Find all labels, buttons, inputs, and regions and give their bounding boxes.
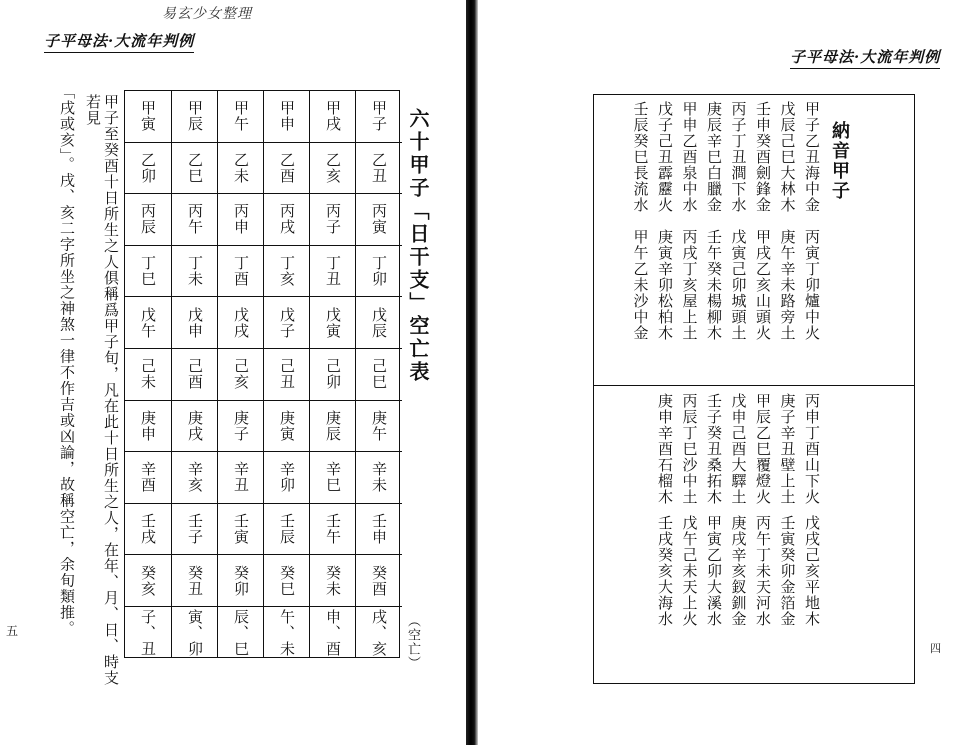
ganzhi-cell (310, 504, 356, 556)
nayin-entry: 壬申癸酉劍鋒金 (754, 101, 772, 213)
nayin-entry: 壬子癸丑桑拓木 (705, 393, 723, 505)
cell-text: 乙未 (232, 151, 250, 184)
kongwang-cell (218, 607, 264, 659)
nayin-entry: 丙子丁丑澗下水 (729, 101, 748, 213)
cell-text: 丁未 (186, 255, 204, 288)
table-column (263, 91, 309, 657)
nayin-entry: 甲午乙未沙中金 (631, 229, 650, 341)
explanation-line-1: 甲子至癸酉十日所生之人俱稱爲甲子旬，凡在此十日所生之人，在年、月、日、時支若見 (84, 94, 120, 686)
cell-text: 庚申 (139, 409, 157, 442)
cell-text: 甲申 (278, 100, 296, 133)
cell-text: 乙巳 (186, 151, 204, 184)
cell-text: 甲寅 (139, 100, 157, 133)
nayin-entry: 戊申己酉大驛土 (729, 393, 748, 505)
nayin-entry: 丙寅丁卯爐中火 (803, 229, 821, 341)
ganzhi-cell (264, 504, 310, 556)
ganzhi-cell (264, 555, 310, 607)
cell-text: 庚午 (370, 409, 388, 442)
cell-text: 辛卯 (278, 461, 296, 494)
cell-text: 壬申 (370, 513, 388, 546)
ganzhi-cell (218, 401, 264, 453)
kongwang-cell (356, 607, 402, 659)
cell-text: 癸丑 (186, 564, 204, 597)
cell-text: 丙申 (232, 203, 250, 236)
cell-text: 丙午 (186, 203, 204, 236)
cell-text: 己卯 (324, 358, 342, 391)
ganzhi-cell (125, 401, 171, 453)
ganzhi-cell (125, 91, 171, 143)
ganzhi-cell (310, 452, 356, 504)
nayin-entry: 庚辰辛巳白臘金 (705, 101, 723, 213)
ganzhi-cell (310, 91, 356, 143)
cell-text: 辛巳 (324, 461, 342, 494)
table-column (217, 91, 263, 657)
page-number-right: 四 (930, 642, 941, 655)
ganzhi-cell (310, 401, 356, 453)
cell-text: 辛亥 (186, 461, 204, 494)
ganzhi-cell (264, 401, 310, 453)
cell-text: 癸酉 (370, 564, 388, 597)
ganzhi-cell (172, 194, 218, 246)
table-title: 六十甲子「日干支」空亡表 (406, 108, 430, 384)
ganzhi-cell (172, 555, 218, 607)
cell-text: 己酉 (186, 358, 204, 391)
cell-text: 丁丑 (324, 255, 342, 288)
nayin-entry: 丙申丁酉山下火 (803, 393, 821, 505)
ganzhi-cell (310, 555, 356, 607)
kongwang-cell (264, 607, 310, 659)
ganzhi-cell (172, 91, 218, 143)
nayin-entry: 庚申辛酉石榴木 (656, 393, 674, 505)
nayin-entry: 庚戌辛亥釵釧金 (729, 515, 748, 627)
cell-text: 壬寅 (232, 513, 250, 546)
ganzhi-cell (264, 143, 310, 195)
table-column (125, 91, 171, 657)
cell-text: 乙丑 (370, 151, 388, 184)
cell-text: 庚子 (232, 409, 250, 442)
cell-text: 申、酉 (324, 608, 342, 657)
cell-text: 癸巳 (278, 564, 296, 597)
left-page (0, 0, 466, 745)
cell-text: 己巳 (370, 358, 388, 391)
cell-text: 丙寅 (370, 203, 388, 236)
ganzhi-cell (310, 194, 356, 246)
nayin-entry: 甲寅乙卯大溪水 (705, 515, 723, 627)
table-column (355, 91, 401, 657)
cell-text: 丁卯 (370, 255, 388, 288)
right-page (478, 0, 976, 745)
cell-text: 壬子 (186, 513, 204, 546)
cell-text: 癸卯 (232, 564, 250, 597)
cell-text: 午、未 (278, 608, 296, 657)
ganzhi-cell (125, 194, 171, 246)
ganzhi-cell (310, 349, 356, 401)
cell-text: 丙子 (324, 203, 342, 236)
nayin-entry: 丙辰丁巳沙中土 (680, 393, 699, 505)
header-note: 易玄少女整理 (162, 6, 252, 22)
cell-text: 壬戌 (139, 513, 157, 546)
ganzhi-cell (125, 143, 171, 195)
nayin-entry: 壬辰癸巳長流水 (631, 101, 650, 213)
ganzhi-cell (310, 246, 356, 298)
ganzhi-cell (125, 555, 171, 607)
nayin-entry: 丙戌丁亥屋上土 (680, 229, 699, 341)
ganzhi-cell (264, 91, 310, 143)
kongwang-table (124, 90, 400, 658)
ganzhi-cell (218, 504, 264, 556)
ganzhi-cell (125, 504, 171, 556)
nayin-entry: 庚午辛未路旁土 (778, 229, 797, 341)
cell-text: 戊戌 (232, 306, 250, 339)
ganzhi-cell (172, 143, 218, 195)
cell-text: 辛未 (370, 461, 388, 494)
kongwang-cell (125, 607, 171, 659)
ganzhi-cell (356, 194, 402, 246)
ganzhi-cell (356, 555, 402, 607)
page-number-left: 五 (6, 624, 19, 638)
cell-text: 丁酉 (232, 255, 250, 288)
ganzhi-cell (310, 143, 356, 195)
cell-text: 壬辰 (278, 513, 296, 546)
nayin-entry: 戊子己丑霹靂火 (656, 101, 674, 213)
ganzhi-cell (218, 91, 264, 143)
cell-text: 乙亥 (324, 151, 342, 184)
table-column (171, 91, 217, 657)
cell-text: 乙卯 (139, 151, 157, 184)
ganzhi-cell (172, 349, 218, 401)
ganzhi-cell (356, 349, 402, 401)
nayin-entry: 庚寅辛卯松柏木 (656, 229, 674, 341)
ganzhi-cell (218, 246, 264, 298)
ganzhi-cell (125, 297, 171, 349)
nayin-title: 納音甲子 (829, 121, 850, 201)
ganzhi-cell (264, 452, 310, 504)
cell-text: 戊子 (278, 306, 296, 339)
cell-text: 甲辰 (186, 100, 204, 133)
cell-text: 庚辰 (324, 409, 342, 442)
cell-text: 辰、巳 (232, 608, 250, 657)
ganzhi-cell (125, 452, 171, 504)
ganzhi-cell (264, 297, 310, 349)
ganzhi-cell (356, 246, 402, 298)
cell-text: 戊申 (186, 306, 204, 339)
nayin-box (593, 94, 915, 684)
kongwang-cell (172, 607, 218, 659)
cell-text: 戊寅 (324, 306, 342, 339)
cell-text: 寅、卯 (186, 608, 204, 657)
book-spine (466, 0, 478, 745)
ganzhi-cell (218, 194, 264, 246)
cell-text: 己亥 (232, 358, 250, 391)
cell-text: 戌、亥 (370, 608, 388, 657)
nayin-entry: 甲子乙丑海中金 (803, 101, 821, 213)
ganzhi-cell (356, 297, 402, 349)
ganzhi-cell (172, 297, 218, 349)
cell-text: 己丑 (278, 358, 296, 391)
nayin-entry: 丙午丁未天河水 (754, 515, 772, 627)
cell-text: 丁巳 (139, 255, 157, 288)
ganzhi-cell (264, 246, 310, 298)
kongwang-cell (310, 607, 356, 659)
nayin-entry: 甲戌乙亥山頭火 (754, 229, 772, 341)
ganzhi-cell (218, 297, 264, 349)
ganzhi-cell (218, 143, 264, 195)
nayin-divider (594, 385, 914, 386)
cell-text: 甲午 (232, 100, 250, 133)
cell-text: 丙戌 (278, 203, 296, 236)
cell-text: 甲子 (370, 100, 388, 133)
cell-text: 癸亥 (139, 564, 157, 597)
ganzhi-cell (264, 349, 310, 401)
explanation-line-2: 「戌或亥」。戌、亥二字所坐之神煞一律不作吉或凶論，故稱空亡，余旬類推。 (58, 84, 76, 637)
cell-text: 辛酉 (139, 461, 157, 494)
ganzhi-cell (218, 452, 264, 504)
cell-text: 丁亥 (278, 255, 296, 288)
ganzhi-cell (356, 504, 402, 556)
cell-text: 癸未 (324, 564, 342, 597)
cell-text: 庚寅 (278, 409, 296, 442)
ganzhi-cell (172, 504, 218, 556)
cell-text: 甲戌 (324, 100, 342, 133)
ganzhi-cell (356, 143, 402, 195)
cell-text: 子、丑 (139, 608, 157, 657)
ganzhi-cell (356, 91, 402, 143)
nayin-entry: 戊午己未天上火 (680, 515, 699, 627)
ganzhi-cell (264, 194, 310, 246)
nayin-entry: 壬寅癸卯金箔金 (778, 515, 797, 627)
nayin-entry: 戊辰己巳大林木 (778, 101, 797, 213)
nayin-entry: 甲辰乙巳覆燈火 (754, 393, 772, 505)
ganzhi-cell (310, 297, 356, 349)
ganzhi-cell (125, 349, 171, 401)
nayin-entry: 壬午癸未楊柳木 (705, 229, 723, 341)
cell-text: 丙辰 (139, 203, 157, 236)
ganzhi-cell (172, 246, 218, 298)
cell-text: 壬午 (324, 513, 342, 546)
cell-text: 辛丑 (232, 461, 250, 494)
cell-text: 乙酉 (278, 151, 296, 184)
nayin-entry: 戊寅己卯城頭土 (729, 229, 748, 341)
nayin-entry: 壬戌癸亥大海水 (656, 515, 674, 627)
nayin-entry: 庚子辛丑壁上土 (778, 393, 797, 505)
ganzhi-cell (125, 246, 171, 298)
ganzhi-cell (172, 401, 218, 453)
table-column (309, 91, 355, 657)
chapter-title-left: 子平母法·大流年判例 (44, 30, 194, 53)
chapter-title-right: 子平母法·大流年判例 (790, 46, 940, 69)
cell-text: 己未 (139, 358, 157, 391)
nayin-entry: 甲申乙酉泉中水 (680, 101, 699, 213)
ganzhi-cell (356, 452, 402, 504)
ganzhi-cell (356, 401, 402, 453)
kongwang-label: （空亡） (405, 614, 420, 670)
cell-text: 戊午 (139, 306, 157, 339)
nayin-entry: 戊戌己亥平地木 (803, 515, 821, 627)
cell-text: 戊辰 (370, 306, 388, 339)
ganzhi-cell (172, 452, 218, 504)
ganzhi-cell (218, 349, 264, 401)
ganzhi-cell (218, 555, 264, 607)
cell-text: 庚戌 (186, 409, 204, 442)
